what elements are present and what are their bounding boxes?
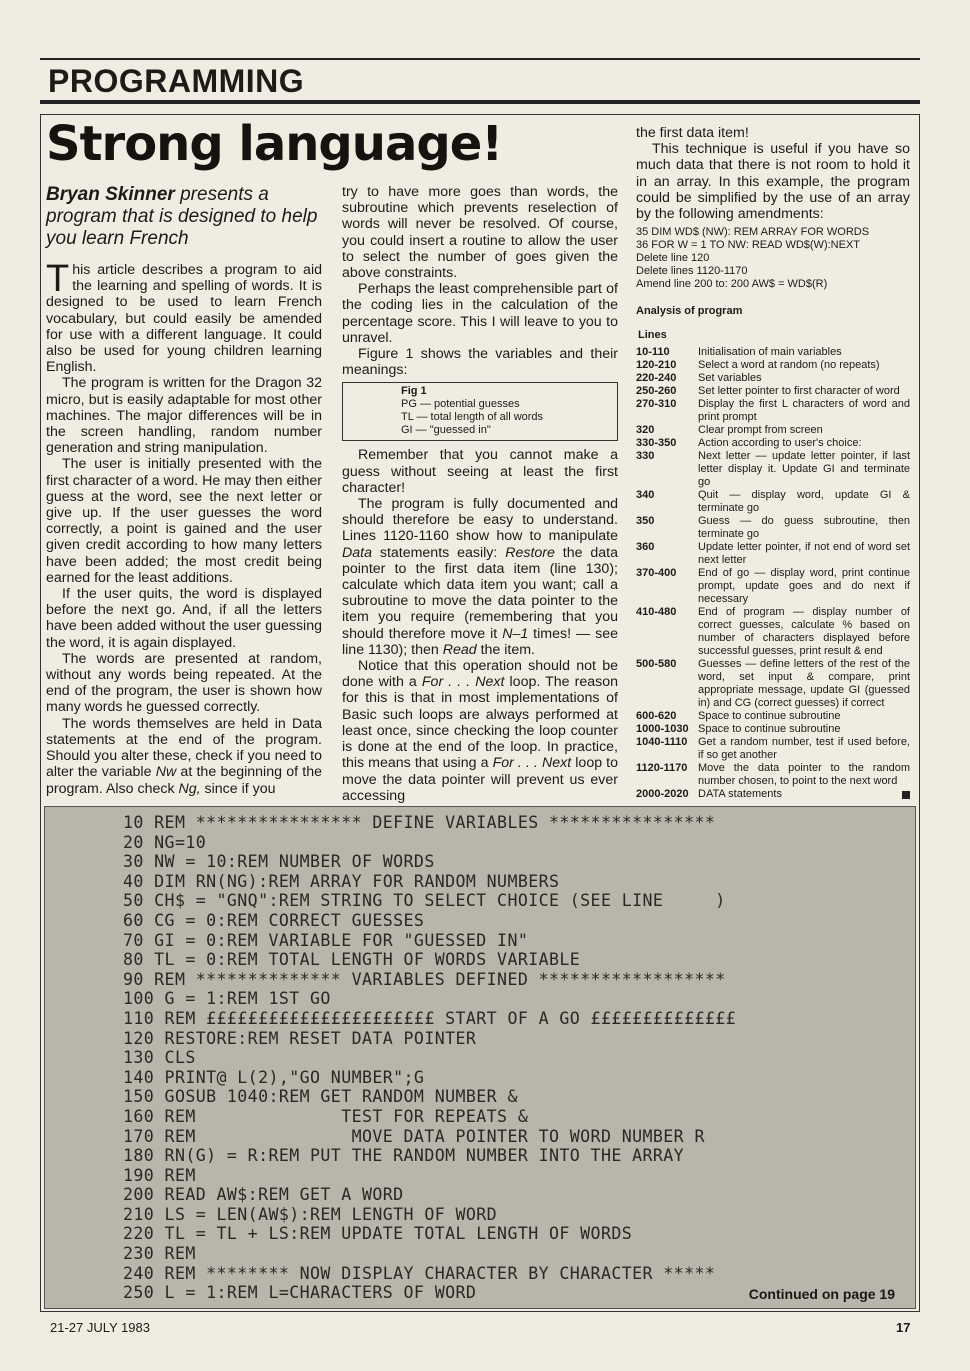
paragraph: Figure 1 shows the variables and their meanings: <box>342 346 618 379</box>
analysis-row <box>636 346 910 359</box>
paragraph: This technique is useful if you have so much data that there is not room to hold it in an array. In this example, the program could be simplified by the use of an array by the following amendments: <box>636 141 910 223</box>
code-line: 30 NW = 10:REM NUMBER OF WORDS <box>123 852 435 872</box>
paragraph: The user is initially presented with the first character of a word. He may then either guess at the word, see the next letter or give up. If the user guesses the word correctly, a point is gained and the user given credit according to how many letters have been added; the most credit being earned for the least additions. <box>46 456 322 586</box>
analysis-desc: Set variables <box>698 371 762 384</box>
author-name: Bryan Skinner <box>46 184 175 205</box>
analysis-lines: 410-480 <box>636 605 677 618</box>
drop-cap: T <box>46 258 70 300</box>
analysis-desc: Display the first L characters of word and print prompt <box>698 397 910 423</box>
paragraph: The program is fully documented and should therefore be easy to understand. Lines 1120-1160 show how to manipulate Data statements easily: Restore the data pointer to the first data item (line 130); calculate which data item you want; call a subroutine to move the data pointer to the item you require (remembering that you should therefore move it N–1 times! — see line 1130); then Read the item. <box>342 496 618 658</box>
figure-line: GI — "guessed in" <box>401 424 491 437</box>
analysis-desc: Space to continue subroutine <box>698 722 841 735</box>
analysis-desc: End of program — display number of correct guesses, calculate % based on number of characters displayed before successful guesses, print result & end <box>698 605 910 657</box>
section-title: PROGRAMMING <box>48 63 305 99</box>
analysis-row <box>636 567 910 606</box>
code-line: 250 L = 1:REM L=CHARACTERS OF WORD <box>123 1283 477 1303</box>
amendment-line: Delete line 120 <box>636 252 710 265</box>
figure-line: TL — total length of all words <box>401 411 544 424</box>
column-1 <box>46 258 322 797</box>
analysis-desc: Quit — display word, update GI & terminate go <box>698 488 910 514</box>
code-line: 240 REM ******** NOW DISPLAY CHARACTER BY CHARACTER ***** <box>123 1263 716 1283</box>
analysis-desc: Move the data pointer to the random number chosen, to point to the next word <box>698 761 910 787</box>
end-mark-icon <box>902 791 910 799</box>
analysis-lines: 360 <box>636 540 655 553</box>
analysis-row <box>636 710 910 723</box>
analysis-row <box>636 723 910 736</box>
column-3 <box>636 125 910 801</box>
amendments-list <box>636 226 910 291</box>
code-line: 200 READ AW$:REM GET A WORD <box>123 1185 404 1205</box>
paragraph: The program is written for the Dragon 32 micro, but is easily adaptable for most other machines. The major differences will be in the screen handling, random number generation and string manipulation. <box>46 375 322 457</box>
analysis-lines: 370-400 <box>636 566 677 579</box>
analysis-desc: Update letter pointer, if not end of word set next letter <box>698 540 910 566</box>
analysis-desc: Initialisation of main variables <box>698 345 842 358</box>
analysis-desc: Set letter pointer to first character of word <box>698 384 900 397</box>
paragraph: The words themselves are held in Data statements at the end of the program. Should you alter these, check if you need to alter the variable Nw at the beginning of the program. Also check Ng, since if you <box>46 715 322 797</box>
analysis-row <box>636 658 910 710</box>
analysis-lines: 340 <box>636 488 655 501</box>
code-line: 150 GOSUB 1040:REM GET RANDOM NUMBER & <box>123 1087 518 1107</box>
code-line: 40 DIM RN(NG):REM ARRAY FOR RANDOM NUMBERS <box>123 871 560 891</box>
amendment-line: 36 FOR W = 1 TO NW: READ WD$(W):NEXT <box>636 239 860 252</box>
amendment-line: Delete lines 1120-1170 <box>636 265 748 278</box>
code-line: 60 CG = 0:REM CORRECT GUESSES <box>123 910 425 930</box>
analysis-lines: 320 <box>636 423 655 436</box>
code-line: 50 CH$ = "GNQ":REM STRING TO SELECT CHOICE (SEE LINE ) <box>123 891 726 911</box>
figure-1-box <box>342 382 618 441</box>
analysis-row <box>636 762 910 788</box>
issue-date: 21-27 JULY 1983 <box>50 1320 150 1335</box>
analysis-desc: Next letter — update letter pointer, if last letter display it. Update GI and terminate go <box>698 449 910 488</box>
code-line: 140 PRINT@ L(2),"GO NUMBER";G <box>123 1067 425 1087</box>
analysis-row <box>636 489 910 515</box>
code-line: 10 REM **************** DEFINE VARIABLES **************** <box>123 813 716 832</box>
code-line: 190 REM <box>123 1165 196 1185</box>
code-line: 220 TL = TL + LS:REM UPDATE TOTAL LENGTH OF WORDS <box>123 1224 633 1244</box>
amendment-line: 35 DIM WD$ (NW): REM ARRAY FOR WORDS <box>636 226 870 239</box>
analysis-row <box>636 450 910 489</box>
analysis-lines: 330 <box>636 449 655 462</box>
code-line: 100 G = 1:REM 1ST GO <box>123 989 331 1009</box>
analysis-row <box>636 437 910 450</box>
analysis-desc: Guess — do guess subroutine, then terminate go <box>698 514 910 540</box>
analysis-desc: Guesses — define letters of the rest of the word, set input & compare, print appropriate message, update GI (guessed in) and CG (correct guesses) if correct <box>698 657 910 709</box>
paragraph: If the user quits, the word is displayed before the next go. And, if all the letters have been added without the user guessing the word, it is again displayed. <box>46 586 322 651</box>
continued-note: Continued on page 19 <box>748 1286 895 1302</box>
paragraph: the first data item! <box>636 125 749 141</box>
paragraph: The words are presented at random, without any words being repeated. At the end of the program, the user is shown how many words he guessed correctly. <box>46 650 322 716</box>
figure-line: PG — potential guesses <box>401 398 520 411</box>
analysis-row <box>636 424 910 437</box>
analysis-desc: DATA statements <box>698 787 782 800</box>
code-line: 210 LS = LEN(AW$):REM LENGTH OF WORD <box>123 1204 498 1224</box>
paragraph: Perhaps the least comprehensible part of the coding lies in the calculation of the percentage score. This I will leave to you to unravel. <box>342 281 618 346</box>
analysis-desc: Space to continue subroutine <box>698 709 841 722</box>
amendment-line: Amend line 200 to: 200 AW$ = WD$(R) <box>636 278 828 291</box>
analysis-desc: Action according to user's choice: <box>698 436 862 449</box>
analysis-desc: End of go — display word, print continue prompt, update goes and do next if necessary <box>698 566 910 605</box>
analysis-lines: 1000-1030 <box>636 722 689 735</box>
code-line: 120 RESTORE:REM RESET DATA POINTER <box>123 1028 477 1048</box>
analysis-row <box>636 515 910 541</box>
analysis-desc: Select a word at random (no repeats) <box>698 358 880 371</box>
analysis-row <box>636 359 910 372</box>
section-header <box>40 58 920 104</box>
article-title: Strong language! <box>46 116 503 172</box>
analysis-lines: 120-210 <box>636 358 677 371</box>
analysis-lines: 1040-1110 <box>636 735 688 748</box>
code-line: 110 REM ££££££££££££££££££££££ START OF A GO ££££££££££££££ <box>123 1008 737 1028</box>
code-line: 170 REM MOVE DATA POINTER TO WORD NUMBER R <box>123 1126 705 1146</box>
code-line: 230 REM <box>123 1244 196 1264</box>
analysis-row <box>636 606 910 658</box>
code-line: 130 CLS <box>123 1048 196 1068</box>
analysis-lines: 500-580 <box>636 657 677 670</box>
page-number: 17 <box>896 1320 911 1335</box>
column-2 <box>342 184 618 804</box>
paragraph: Notice that this operation should not be done with a For . . . Next loop. The reason for this is that in most implementations of Basic such loops are always performed at least once, since checking the loop counter is done at the end of the loop. In practice, this means that using a For . . . Next loop to move the data pointer will prevent us ever accessing <box>342 658 619 804</box>
analysis-lines: 250-260 <box>636 384 677 397</box>
analysis-row <box>636 398 910 424</box>
paragraph: try to have more goes than words, the subroutine which prevents reselection of words will never be resolved. Of course, you could insert a routine to allow the user to select the number of goes given the above constraints. <box>342 184 618 282</box>
code-line: 180 RN(G) = R:REM PUT THE RANDOM NUMBER INTO THE ARRAY <box>123 1146 685 1166</box>
code-line: 80 TL = 0:REM TOTAL LENGTH OF WORDS VARIABLE <box>123 950 581 970</box>
standfirst-text: presents a program that is designed to help you learn French <box>46 184 318 249</box>
analysis-lines: 2000-2020 <box>636 787 689 800</box>
lines-heading: Lines <box>638 329 667 342</box>
analysis-title: Analysis of program <box>636 305 743 318</box>
paragraph: Remember that you cannot make a guess without seeing at least the first character! <box>342 447 618 496</box>
analysis-row <box>636 736 910 762</box>
code-line: 20 NG=10 <box>123 832 207 852</box>
analysis-lines: 1120-1170 <box>636 761 688 774</box>
code-line: 160 REM TEST FOR REPEATS & <box>123 1106 529 1126</box>
analysis-row <box>636 385 910 398</box>
figure-title: Fig 1 <box>401 385 427 398</box>
code-line: 70 GI = 0:REM VARIABLE FOR "GUESSED IN" <box>123 930 529 950</box>
analysis-lines: 350 <box>636 514 655 527</box>
analysis-table <box>636 346 910 801</box>
analysis-lines: 220-240 <box>636 371 677 384</box>
analysis-lines: 270-310 <box>636 397 677 410</box>
analysis-lines: 600-620 <box>636 709 677 722</box>
code-line: 90 REM ************** VARIABLES DEFINED ****************** <box>123 969 726 989</box>
analysis-desc: Get a random number, test if used before, if so get another <box>698 735 910 761</box>
analysis-lines: 10-110 <box>636 345 670 358</box>
paragraph: This article describes a program to aid the learning and spelling of words. It is designed to be used to learn French vocabulary, but could easily be amended for use with a different language. It could also be used for young children learning English. <box>46 258 322 376</box>
analysis-lines: 330-350 <box>636 436 677 449</box>
analysis-row <box>636 372 910 385</box>
code-listing-box <box>44 806 916 1309</box>
analysis-row <box>636 788 910 801</box>
analysis-desc: Clear prompt from screen <box>698 423 823 436</box>
analysis-row <box>636 541 910 567</box>
standfirst <box>46 184 336 250</box>
code-listing <box>123 813 736 1303</box>
